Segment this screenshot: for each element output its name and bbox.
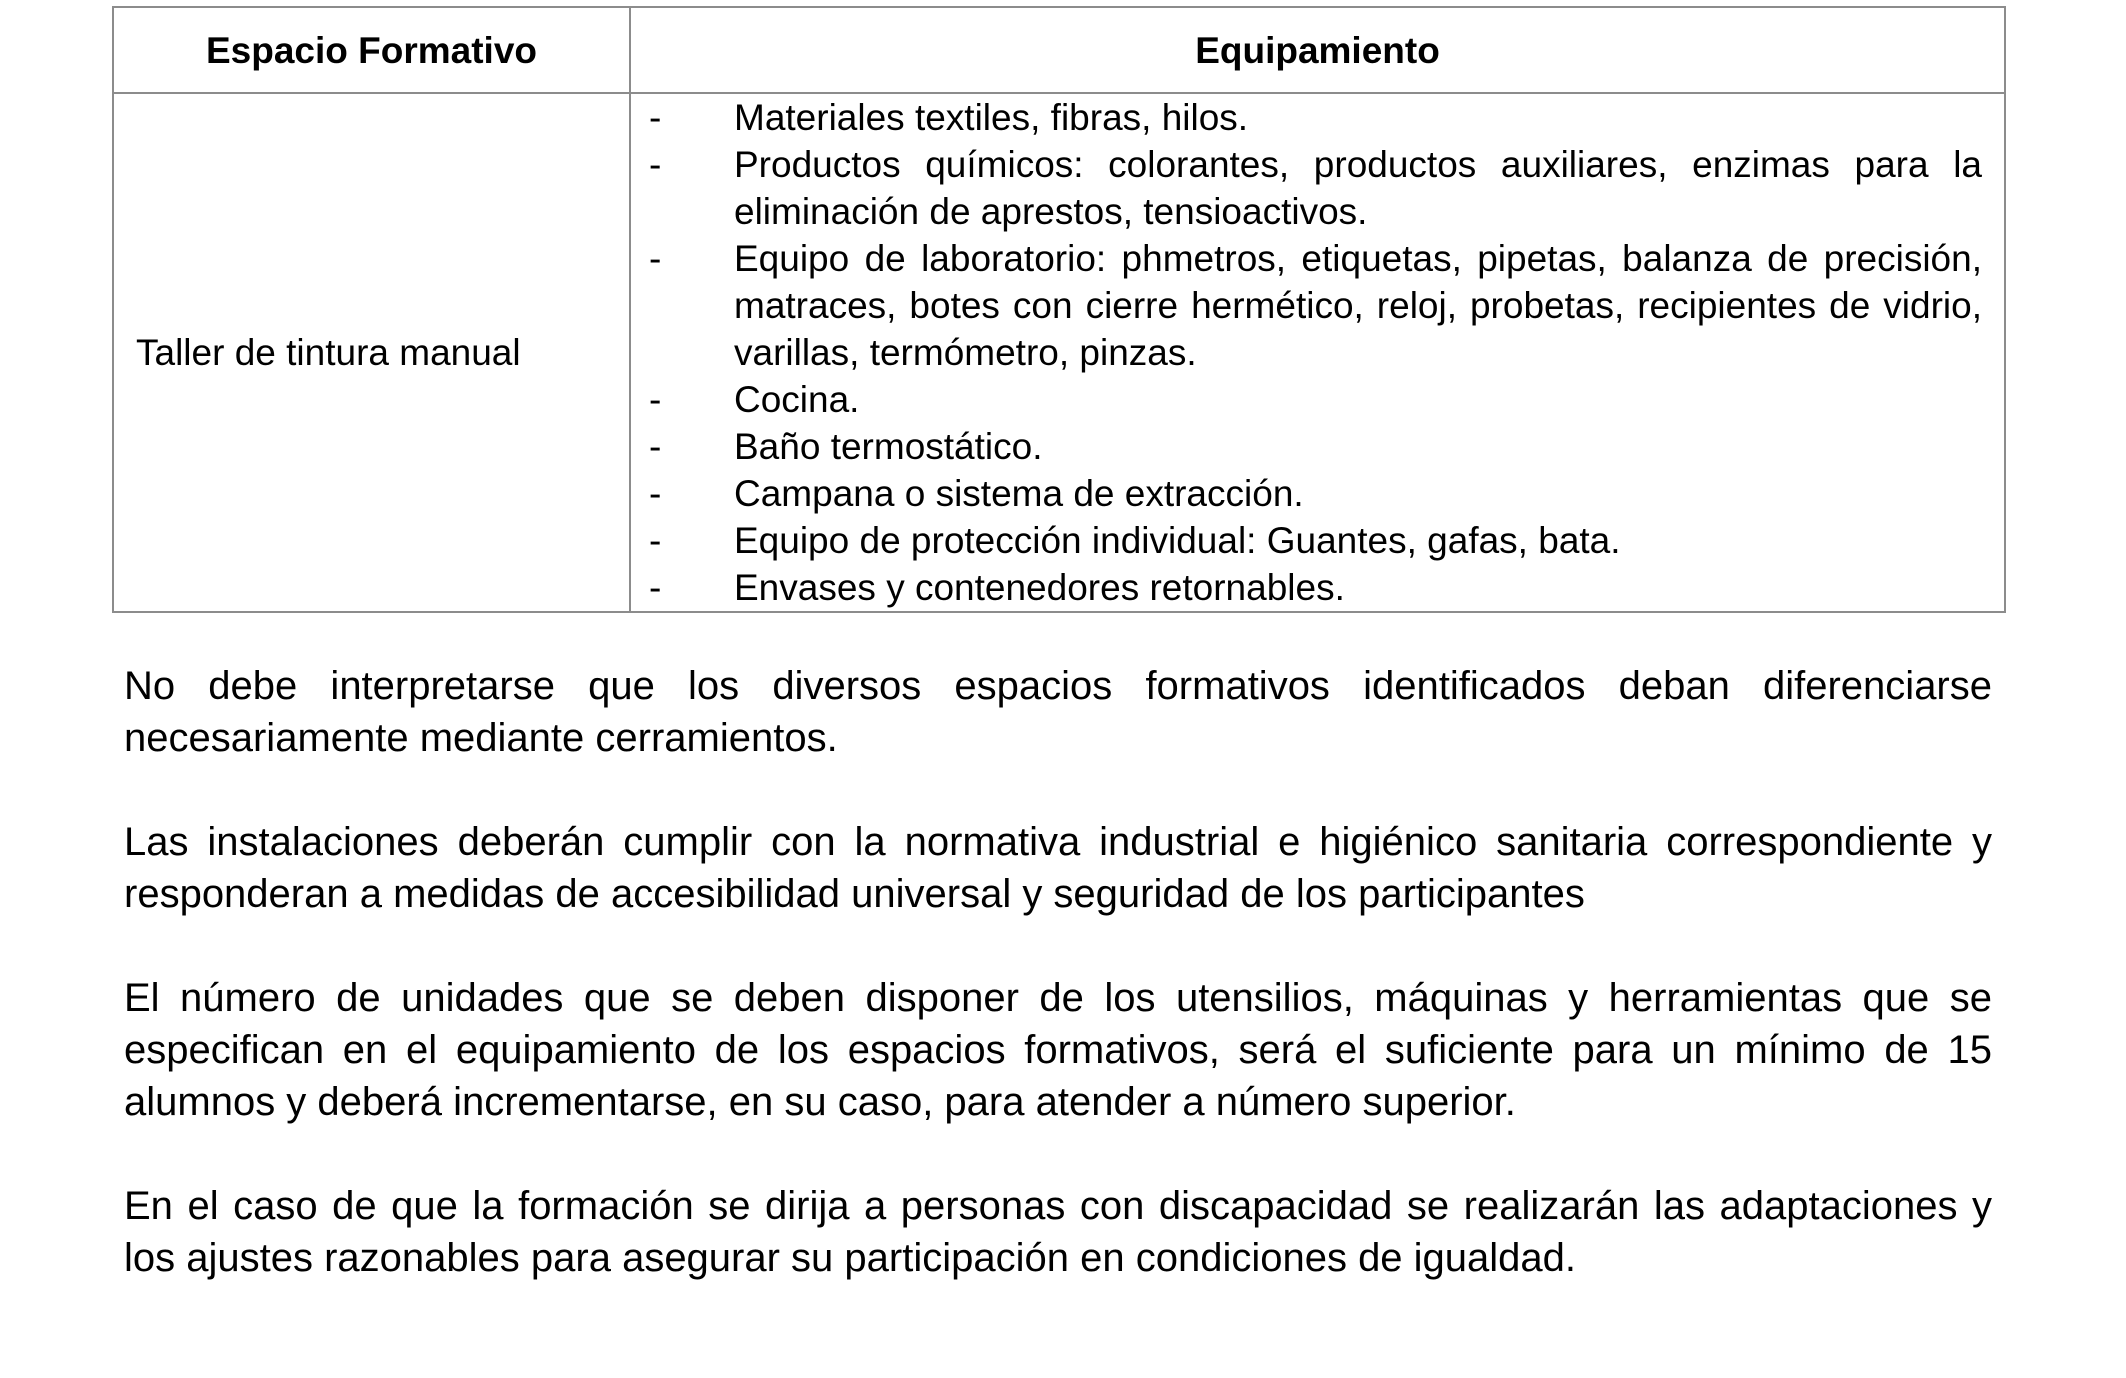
bullet-dash: - xyxy=(649,238,662,279)
paragraph-cerramientos: No debe interpretarse que los diversos espacios formativos identificados deban diferenciarse necesariamente mediante cerramientos. xyxy=(124,664,1992,760)
list-item-text: Equipo de protección individual: Guantes, gafas, bata. xyxy=(734,520,1621,561)
bullet-dash: - xyxy=(649,426,662,467)
list-item-text: Baño termostático. xyxy=(734,426,1043,467)
equipment-table xyxy=(112,6,2006,613)
list-item xyxy=(649,235,1982,376)
body-text xyxy=(124,660,1992,1336)
table-header-row xyxy=(113,7,2005,93)
bullet-dash: - xyxy=(649,379,662,420)
list-item xyxy=(649,94,1982,141)
list-item-text: Productos químicos: colorantes, productos auxiliares, enzimas para la eliminación de aprestos, tensioactivos. xyxy=(734,144,1982,232)
bullet-dash: - xyxy=(649,520,662,561)
table-row xyxy=(113,93,2005,612)
header-espacio-formativo: Espacio Formativo xyxy=(113,7,630,93)
list-item xyxy=(649,423,1982,470)
space-cell: Taller de tintura manual xyxy=(113,93,630,612)
list-item-text: Materiales textiles, fibras, hilos. xyxy=(734,97,1249,138)
list-item-text: Envases y contenedores retornables. xyxy=(734,567,1345,608)
paragraph-discapacidad: En el caso de que la formación se dirija a personas con discapacidad se realizarán las adaptaciones y los ajustes razonables para asegurar su participación en condiciones de igualdad. xyxy=(124,1184,1992,1280)
bullet-dash: - xyxy=(649,144,662,185)
list-item xyxy=(649,141,1982,235)
list-item-text: Campana o sistema de extracción. xyxy=(734,473,1304,514)
list-item xyxy=(649,517,1982,564)
list-item xyxy=(649,470,1982,517)
list-item xyxy=(649,376,1982,423)
list-item xyxy=(649,564,1982,611)
list-item-text: Cocina. xyxy=(734,379,860,420)
equipment-list xyxy=(649,94,1982,611)
paragraph-instalaciones: Las instalaciones deberán cumplir con la normativa industrial e higiénico sanitaria correspondiente y responderan a medidas de accesibilidad universal y seguridad de los participantes xyxy=(124,820,1992,916)
list-item-text: Equipo de laboratorio: phmetros, etiquetas, pipetas, balanza de precisión, matraces, botes con cierre hermético, reloj, probetas, recipientes de vidrio, varillas, termómetro, pinzas. xyxy=(734,238,1982,373)
paragraph-numero-unidades: El número de unidades que se deben disponer de los utensilios, máquinas y herramientas que se especifican en el equipamiento de los espacios formativos, será el suficiente para un mínimo de 15 alumnos y deberá incrementarse, en su caso, para atender a número superior. xyxy=(124,976,1992,1124)
bullet-dash: - xyxy=(649,473,662,514)
bullet-dash: - xyxy=(649,567,662,608)
bullet-dash: - xyxy=(649,97,662,138)
header-equipamiento: Equipamiento xyxy=(630,7,2005,93)
equipment-cell xyxy=(630,93,2005,612)
